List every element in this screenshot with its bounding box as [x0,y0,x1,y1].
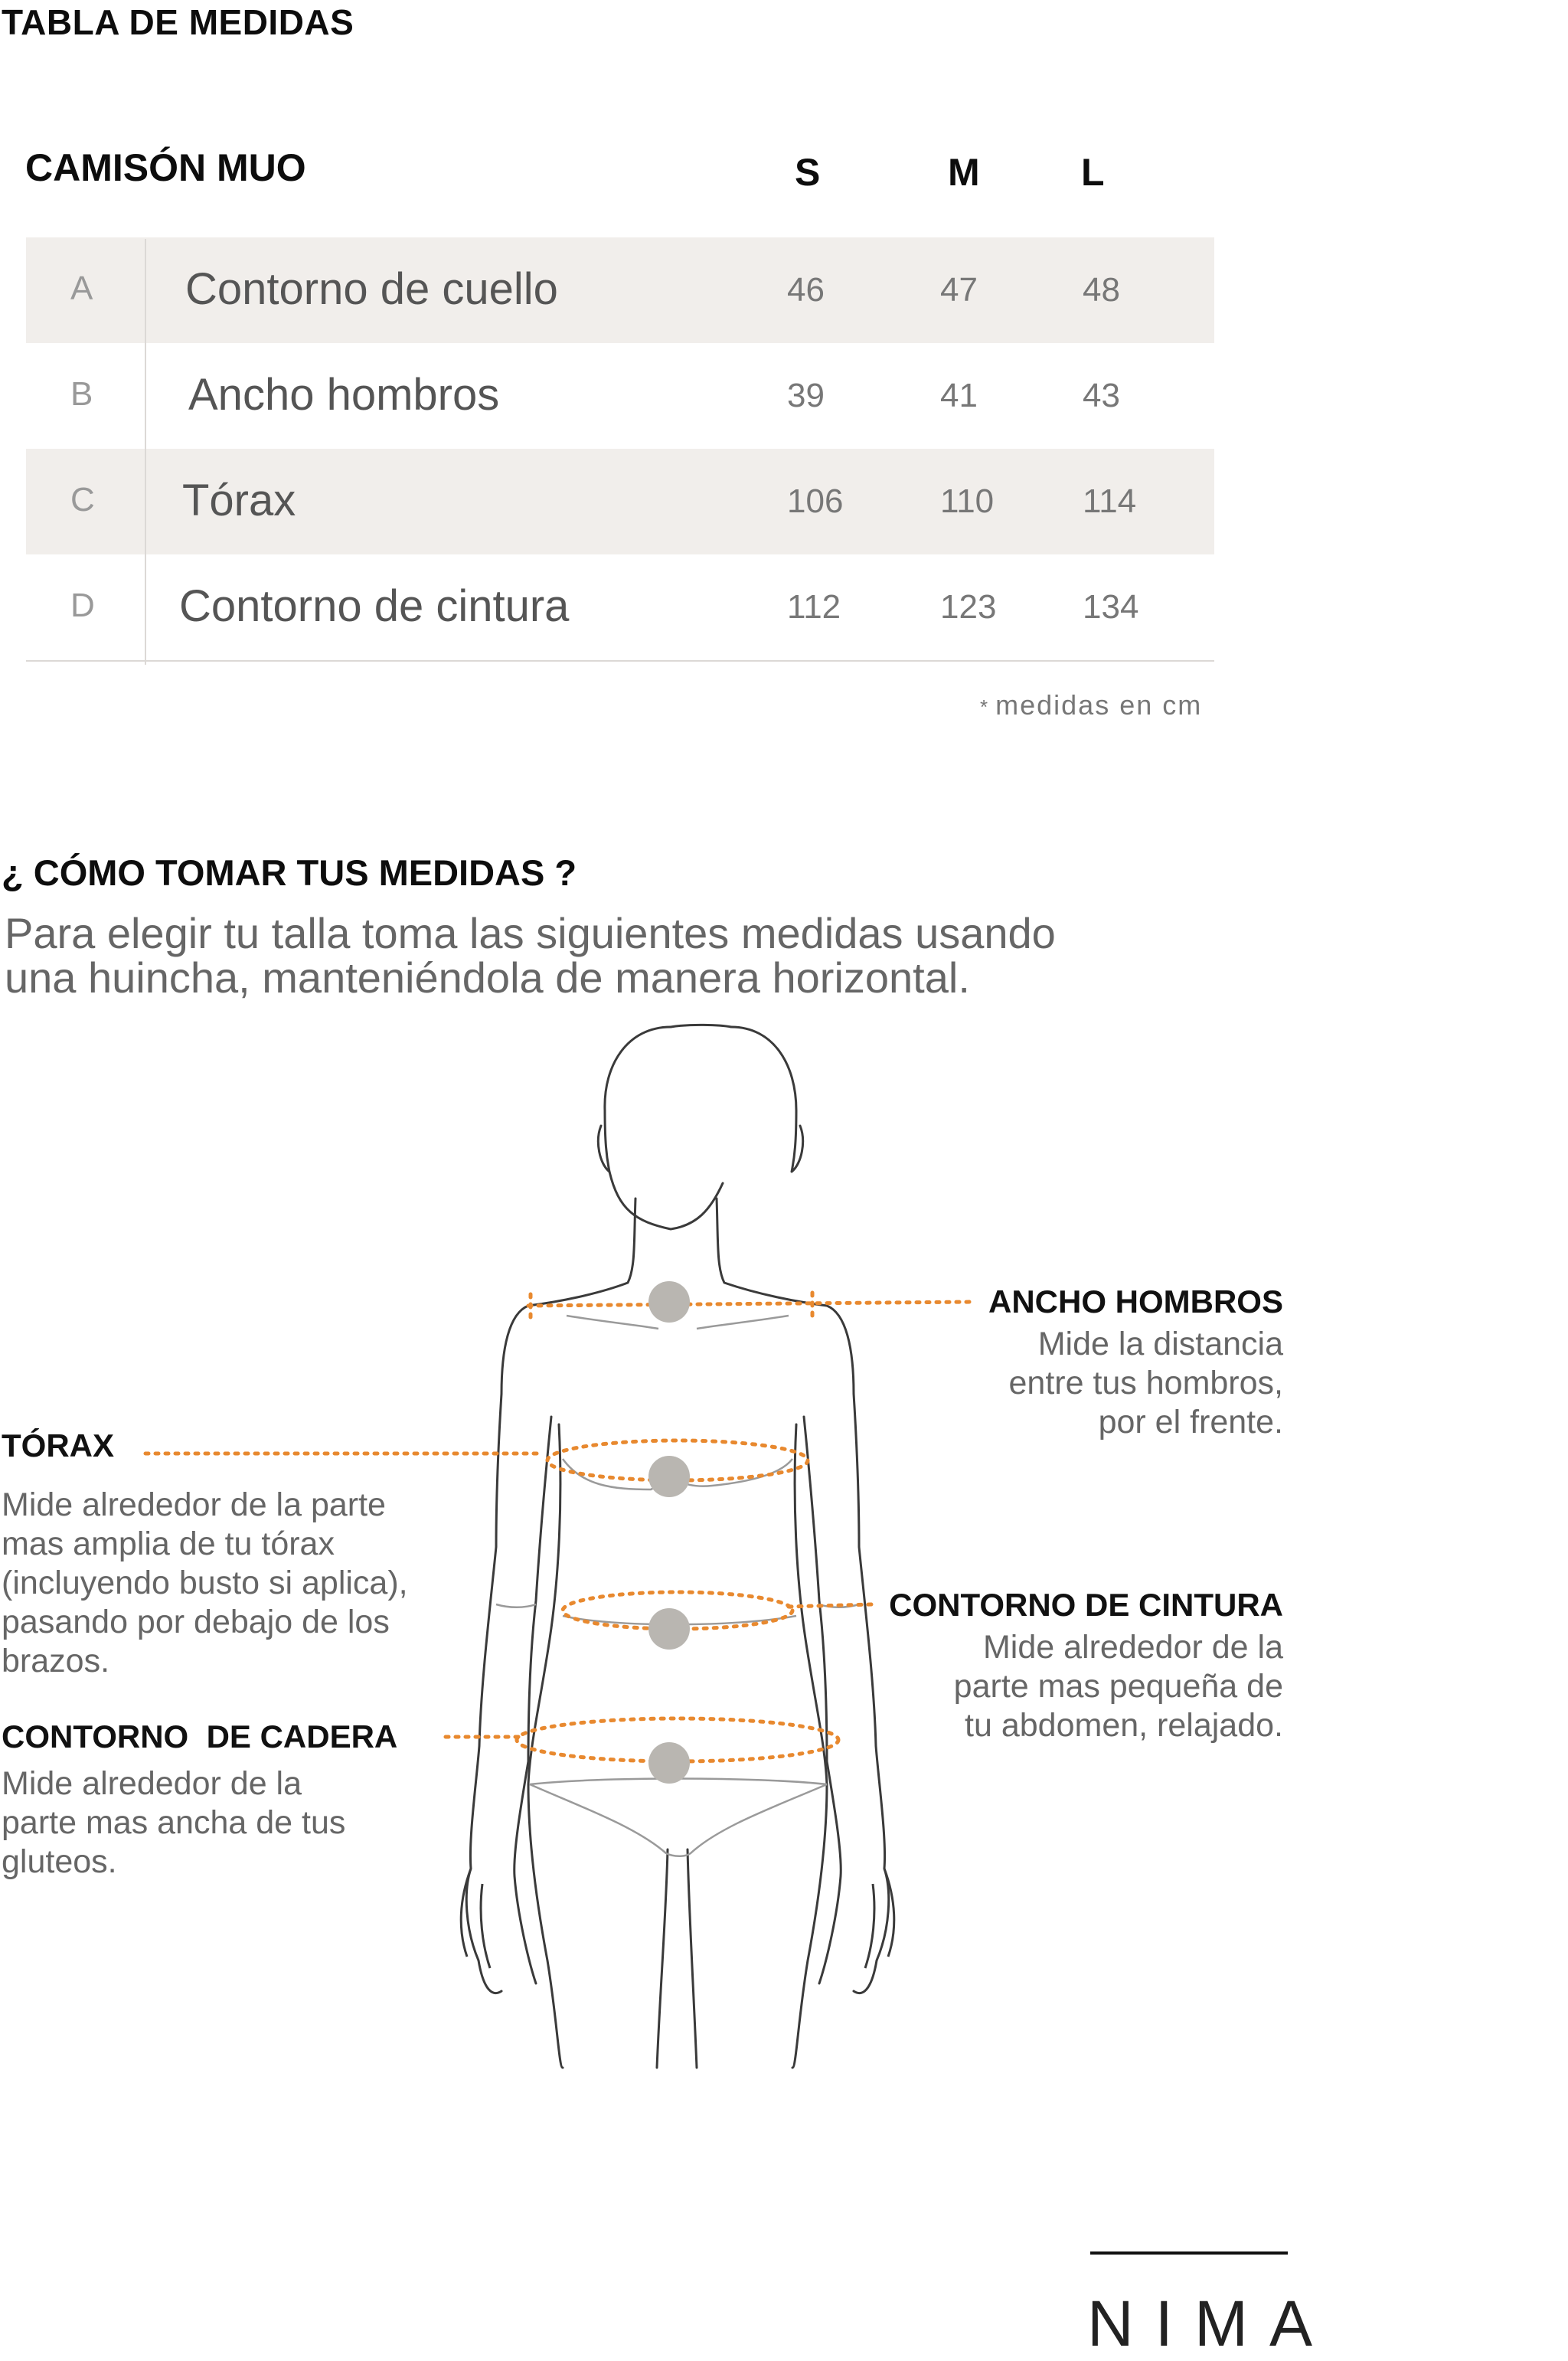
row-measure-name: Contorno de cuello [185,264,558,314]
chest-label: TÓRAX [2,1427,114,1463]
size-header-l: L [1081,151,1105,194]
description-line: tu abdomen, relajado. [965,1707,1283,1744]
value-s: 39 [787,377,825,414]
description-line: entre tus hombros, [1008,1365,1283,1401]
description-line: parte mas ancha de tus [2,1804,346,1841]
description-line: por el frente. [1098,1404,1283,1440]
guide-title: ¿ CÓMO TOMAR TUS MEDIDAS ? [2,852,577,893]
description-line: brazos. [2,1643,110,1679]
value-m: 110 [940,482,995,520]
description-line: parte mas pequeña de [953,1668,1283,1705]
chest-description [2,1486,492,1681]
brand-divider [1090,2251,1288,2255]
description-line: mas amplia de tu tórax [2,1525,335,1562]
waist-label: CONTORNO DE CINTURA [889,1587,1283,1623]
waist-description [858,1628,1283,1745]
row-letter: A [70,270,93,307]
value-s: 112 [787,588,841,626]
value-m: 47 [940,271,978,309]
description-line: Mide la distancia [1037,1326,1283,1362]
value-l: 48 [1083,271,1120,309]
shoulders-description [842,1325,1283,1442]
value-s: 46 [787,271,825,309]
value-l: 43 [1083,377,1120,414]
row-letter: B [70,375,93,413]
asterisk-icon: * [980,695,990,718]
row-measure-name: Ancho hombros [188,370,500,420]
waist-annotation [858,1587,1283,1745]
row-measure-name: Contorno de cintura [179,581,570,631]
guide-intro-line: una huincha, manteniéndola de manera horizontal. [5,953,970,1002]
size-header-s: S [795,151,821,194]
description-line: Mide alrededor de la parte [2,1486,386,1523]
chest-annotation [2,1427,492,1681]
row-letter: D [70,587,95,624]
value-l: 114 [1083,482,1137,520]
description-line: Mide alrededor de la [982,1629,1283,1666]
value-l: 134 [1083,588,1139,626]
hip-label: CONTORNO DE CADERA [2,1718,398,1754]
guide-intro-line: Para elegir tu talla toma las siguientes medidas usando [5,909,1056,957]
description-line: gluteos. [2,1843,117,1880]
description-line: Mide alrededor de la [2,1765,302,1802]
value-m: 41 [940,377,978,414]
row-measure-name: Tórax [182,476,296,525]
units-note-text: medidas en cm [995,689,1203,721]
shoulders-annotation [842,1284,1283,1442]
row-letter: C [70,481,95,518]
brand-logo: NIMA [1087,2287,1334,2359]
size-header-m: M [948,151,980,194]
shoulders-label: ANCHO HOMBROS [988,1284,1283,1319]
description-line: pasando por debajo de los [2,1604,390,1640]
value-s: 106 [787,482,844,520]
page-title: TABLA DE MEDIDAS [2,2,354,42]
description-line: (incluyendo busto si aplica), [2,1565,408,1601]
product-name: CAMISÓN MUO [25,146,306,189]
hip-description [2,1764,446,1882]
value-m: 123 [940,588,997,626]
hip-annotation [2,1718,446,1882]
